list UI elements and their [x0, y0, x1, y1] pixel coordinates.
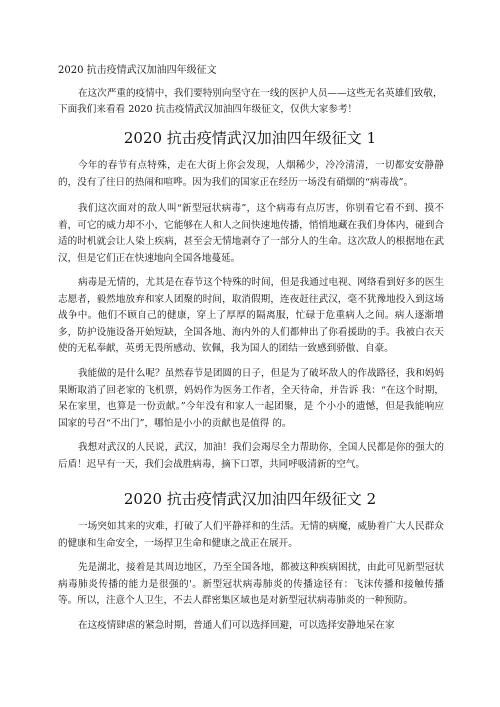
section2-paragraph-3: 在这疫情肆虐的紧急时期，普通人们可以选择回避，可以选择安静地呆在家: [78, 620, 395, 631]
section1-paragraph-2: 我们这次面对的敌人叫“新型冠状病毒”，这个病毒有点厉害，你别看它看不到、摸不着，可它的威力却不小，它能够在人和人之间快速地传播，悄悄地藏在我们身体内，碰到合适的时机就会让人染上疾病，甚至会无情地剥夺了一部分人的生命。这次敌人的根据地在武汉，但是它们正在快速地向全国各地蔓延。: [58, 203, 444, 264]
section2-heading: 2020 抗击疫情武汉加油四年级征文 2: [123, 490, 377, 508]
intro-paragraph: 在这次严重的疫情中，我们要特别向坚守在一线的医护人员——这些无名英雄们致敬，下面我们来看看 2020 抗击疫情武汉加油四年级征文，仅供大家参考！: [58, 88, 443, 115]
document-title: 2020 抗击疫情武汉加油四年级征文: [58, 65, 217, 76]
section2-paragraph-1: 一场突如其来的灾难，打破了人们平静祥和的生活。无情的病魔，威胁着广大人民群众的健康和生命安全，一场捍卫生命和健康之战正在展开。: [58, 521, 444, 549]
section1-paragraph-1: 今年的春节有点特殊，走在大街上你会发现，人烟稀少，冷冷清清，一切都安安静静的，没有了往日的热闹和喧哗。因为我们的国家正在经历一场没有硝烟的“病毒战”。: [58, 160, 444, 188]
section1-paragraph-4: 我能做的是什么呢？虽然春节是团圆的日子，但是为了破坏敌人的作战路径，我和妈妈果断取消了回老家的飞机票，妈妈作为医务工作者，全天待命，并告诉 我：“在这个时期，呆在家里，也算是一份贡献。”今年没有和家人一起团聚，是 个小小的遗憾，但是我能响应国家的号召“不出门”，哪怕是小小的贡献也是值得 的。: [58, 368, 444, 429]
section1-paragraph-3: 病毒是无情的，尤其是在春节这个特殊的时间，但是我通过电视、网络看到好多的医生志愿者，毅然地放弃和家人团聚的时间，取消假期，连夜赶往武汉，毫不犹豫地投入到这场战争中。他们不顾自己的健康，穿上了厚厚的隔离服，忙碌于危重病人之间。病人逐渐增多，防护设施设备开始短缺，全国各地、海内外的人们都伸出了你看援助的手。我被白衣天使的无私奉献，英勇无畏所感动、钦佩，我为国人的团结一致感到骄傲、自豪。: [58, 277, 444, 355]
section1-heading: 2020 抗击疫情武汉加油四年级征文 1: [123, 129, 377, 147]
section1-paragraph-5: 我想对武汉的人民说，武汉，加油！我们会竭尽全力帮助你，全国人民都是你的强大的后盾！迟早有一天，我们会战胜病毒，摘下口罩，共同呼吸清新的空气。: [58, 442, 444, 470]
section2-paragraph-2: 先是湖北，接着是其周边地区，乃至全国各地，都被这种疾病困扰，由此可见新型冠状病毒肺炎传播的能力是很强的'。新型冠状病毒肺炎的传播途径有：飞沫传播和接触传播等。所以，注意个人卫生，不去人群密集区域也是对新型冠状病毒肺炎的一种预防。: [58, 562, 444, 607]
